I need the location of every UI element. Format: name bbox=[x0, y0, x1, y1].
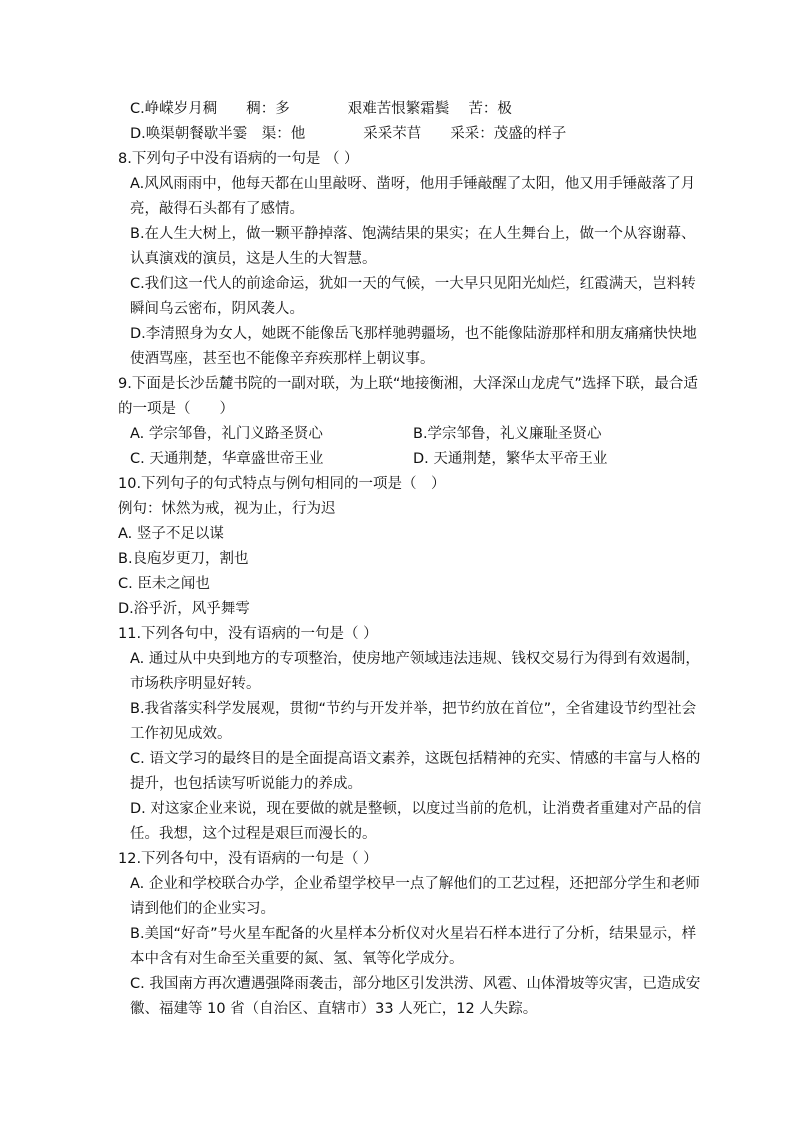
q8-option-b-line1: B.在人生大树上，做一颗平静掉落、饱满结果的果实；在人生舞台上，做一个从容谢幕、 bbox=[130, 226, 696, 242]
q9-option-a: A. 学宗邹鲁，礼门义路圣贤心 bbox=[130, 426, 323, 442]
q12-option-c-line1: C. 我国南方再次遭遇强降雨袭击，部分地区引发洪涝、风雹、山体滑坡等灾害，已造成安 bbox=[130, 976, 701, 992]
q8-option-a-line1: A.风风雨雨中，他每天都在山里敲呀、凿呀，他用手锤敲醒了太阳，他又用手锤敲落了月 bbox=[130, 176, 696, 192]
q11-option-a-line1: A. 通过从中央到地方的专项整治，使房地产领域违法违规、钱权交易行为得到有效遏制， bbox=[130, 651, 700, 667]
q10-option-d: D.浴乎沂，风乎舞雩 bbox=[118, 601, 250, 617]
q9-stem-line2: 的一项是（ ） bbox=[118, 401, 234, 417]
q9-stem-line1: 9.下面是长沙岳麓书院的一副对联，为上联“地接衡湘，大泽深山龙虎气”选择下联，最合适 bbox=[118, 376, 698, 392]
q11-option-c-line2: 提升，也包括读写听说能力的养成。 bbox=[130, 776, 362, 792]
q12-option-a-line2: 请到他们的企业实习。 bbox=[130, 901, 275, 917]
q9-option-d: D. 天通荆楚，繁华太平帝王业 bbox=[413, 451, 608, 467]
q8-option-d-line2: 使酒骂座，甚至也不能像辛弃疾那样上朝议事。 bbox=[130, 351, 435, 367]
q10-option-c: C. 臣未之闻也 bbox=[118, 576, 210, 592]
q7-option-c: C.峥嵘岁月稠 稠：多 艰难苦恨繁霜鬓 苦：极 bbox=[130, 101, 512, 117]
q10-example: 例句：怵然为戒，视为止，行为迟 bbox=[118, 501, 336, 517]
q10-option-a: A. 竖子不足以谋 bbox=[118, 526, 224, 542]
q11-stem: 11.下列各句中，没有语病的一句是（ ） bbox=[118, 626, 378, 642]
q10-stem: 10.下列句子的句式特点与例句相同的一项是（ ） bbox=[118, 476, 446, 492]
q10-option-b: B.良庖岁更刀，割也 bbox=[118, 551, 249, 567]
q8-stem: 8.下列句子中没有语病的一句是 （ ） bbox=[118, 151, 359, 167]
q8-option-c-line1: C.我们这一代人的前途命运，犹如一天的气候，一大早只见阳光灿烂，红霞满天，岂料转 bbox=[130, 276, 696, 292]
q8-option-c-line2: 瞬间乌云密布，阴风袭人。 bbox=[130, 301, 304, 317]
q11-option-c-line1: C. 语文学习的最终目的是全面提高语文素养，这既包括精神的充实、情感的丰富与人格的 bbox=[130, 751, 701, 767]
q8-option-a-line2: 亮，敲得石头都有了感情。 bbox=[130, 201, 304, 217]
q8-option-d-line1: D.李清照身为女人，她既不能像岳飞那样驰骋疆场，也不能像陆游那样和朋友痛痛快快地 bbox=[130, 326, 697, 342]
q11-option-a-line2: 市场秩序明显好转。 bbox=[130, 676, 261, 692]
q9-option-c: C. 天通荆楚，华章盛世帝王业 bbox=[130, 451, 324, 467]
q7-option-d: D.唤渠朝餐歇半霎 渠：他 采采芣苢 采采：茂盛的样子 bbox=[130, 126, 567, 142]
q12-option-b-line1: B.美国“好奇”号火星车配备的火星样本分析仪对火星岩石样本进行了分析，结果显示，样 bbox=[130, 926, 697, 942]
q12-option-a-line1: A. 企业和学校联合办学，企业希望学校早一点了解他们的工艺过程，还把部分学生和老师 bbox=[130, 876, 700, 892]
q11-option-b-line1: B.我省落实科学发展观，贯彻“节约与开发并举，把节约放在首位”，全省建设节约型社会 bbox=[130, 701, 697, 717]
q9-option-b: B.学宗邹鲁，礼义廉耻圣贤心 bbox=[413, 426, 602, 442]
q12-option-b-line2: 本中含有对生命至关重要的氮、氢、氧等化学成分。 bbox=[130, 951, 464, 967]
q8-option-b-line2: 认真演戏的演员，这是人生的大智慧。 bbox=[130, 251, 377, 267]
q12-option-c-line2: 徽、福建等 10 省（自治区、直辖市）33 人死亡，12 人失踪。 bbox=[130, 1001, 538, 1017]
q12-stem: 12.下列各句中，没有语病的一句是（ ） bbox=[118, 851, 378, 867]
q11-option-b-line2: 工作初见成效。 bbox=[130, 726, 232, 742]
q11-option-d-line1: D. 对这家企业来说，现在要做的就是整顿，以度过当前的危机，让消费者重建对产品的信 bbox=[130, 801, 702, 817]
q11-option-d-line2: 任。我想，这个过程是艰巨而漫长的。 bbox=[130, 826, 377, 842]
